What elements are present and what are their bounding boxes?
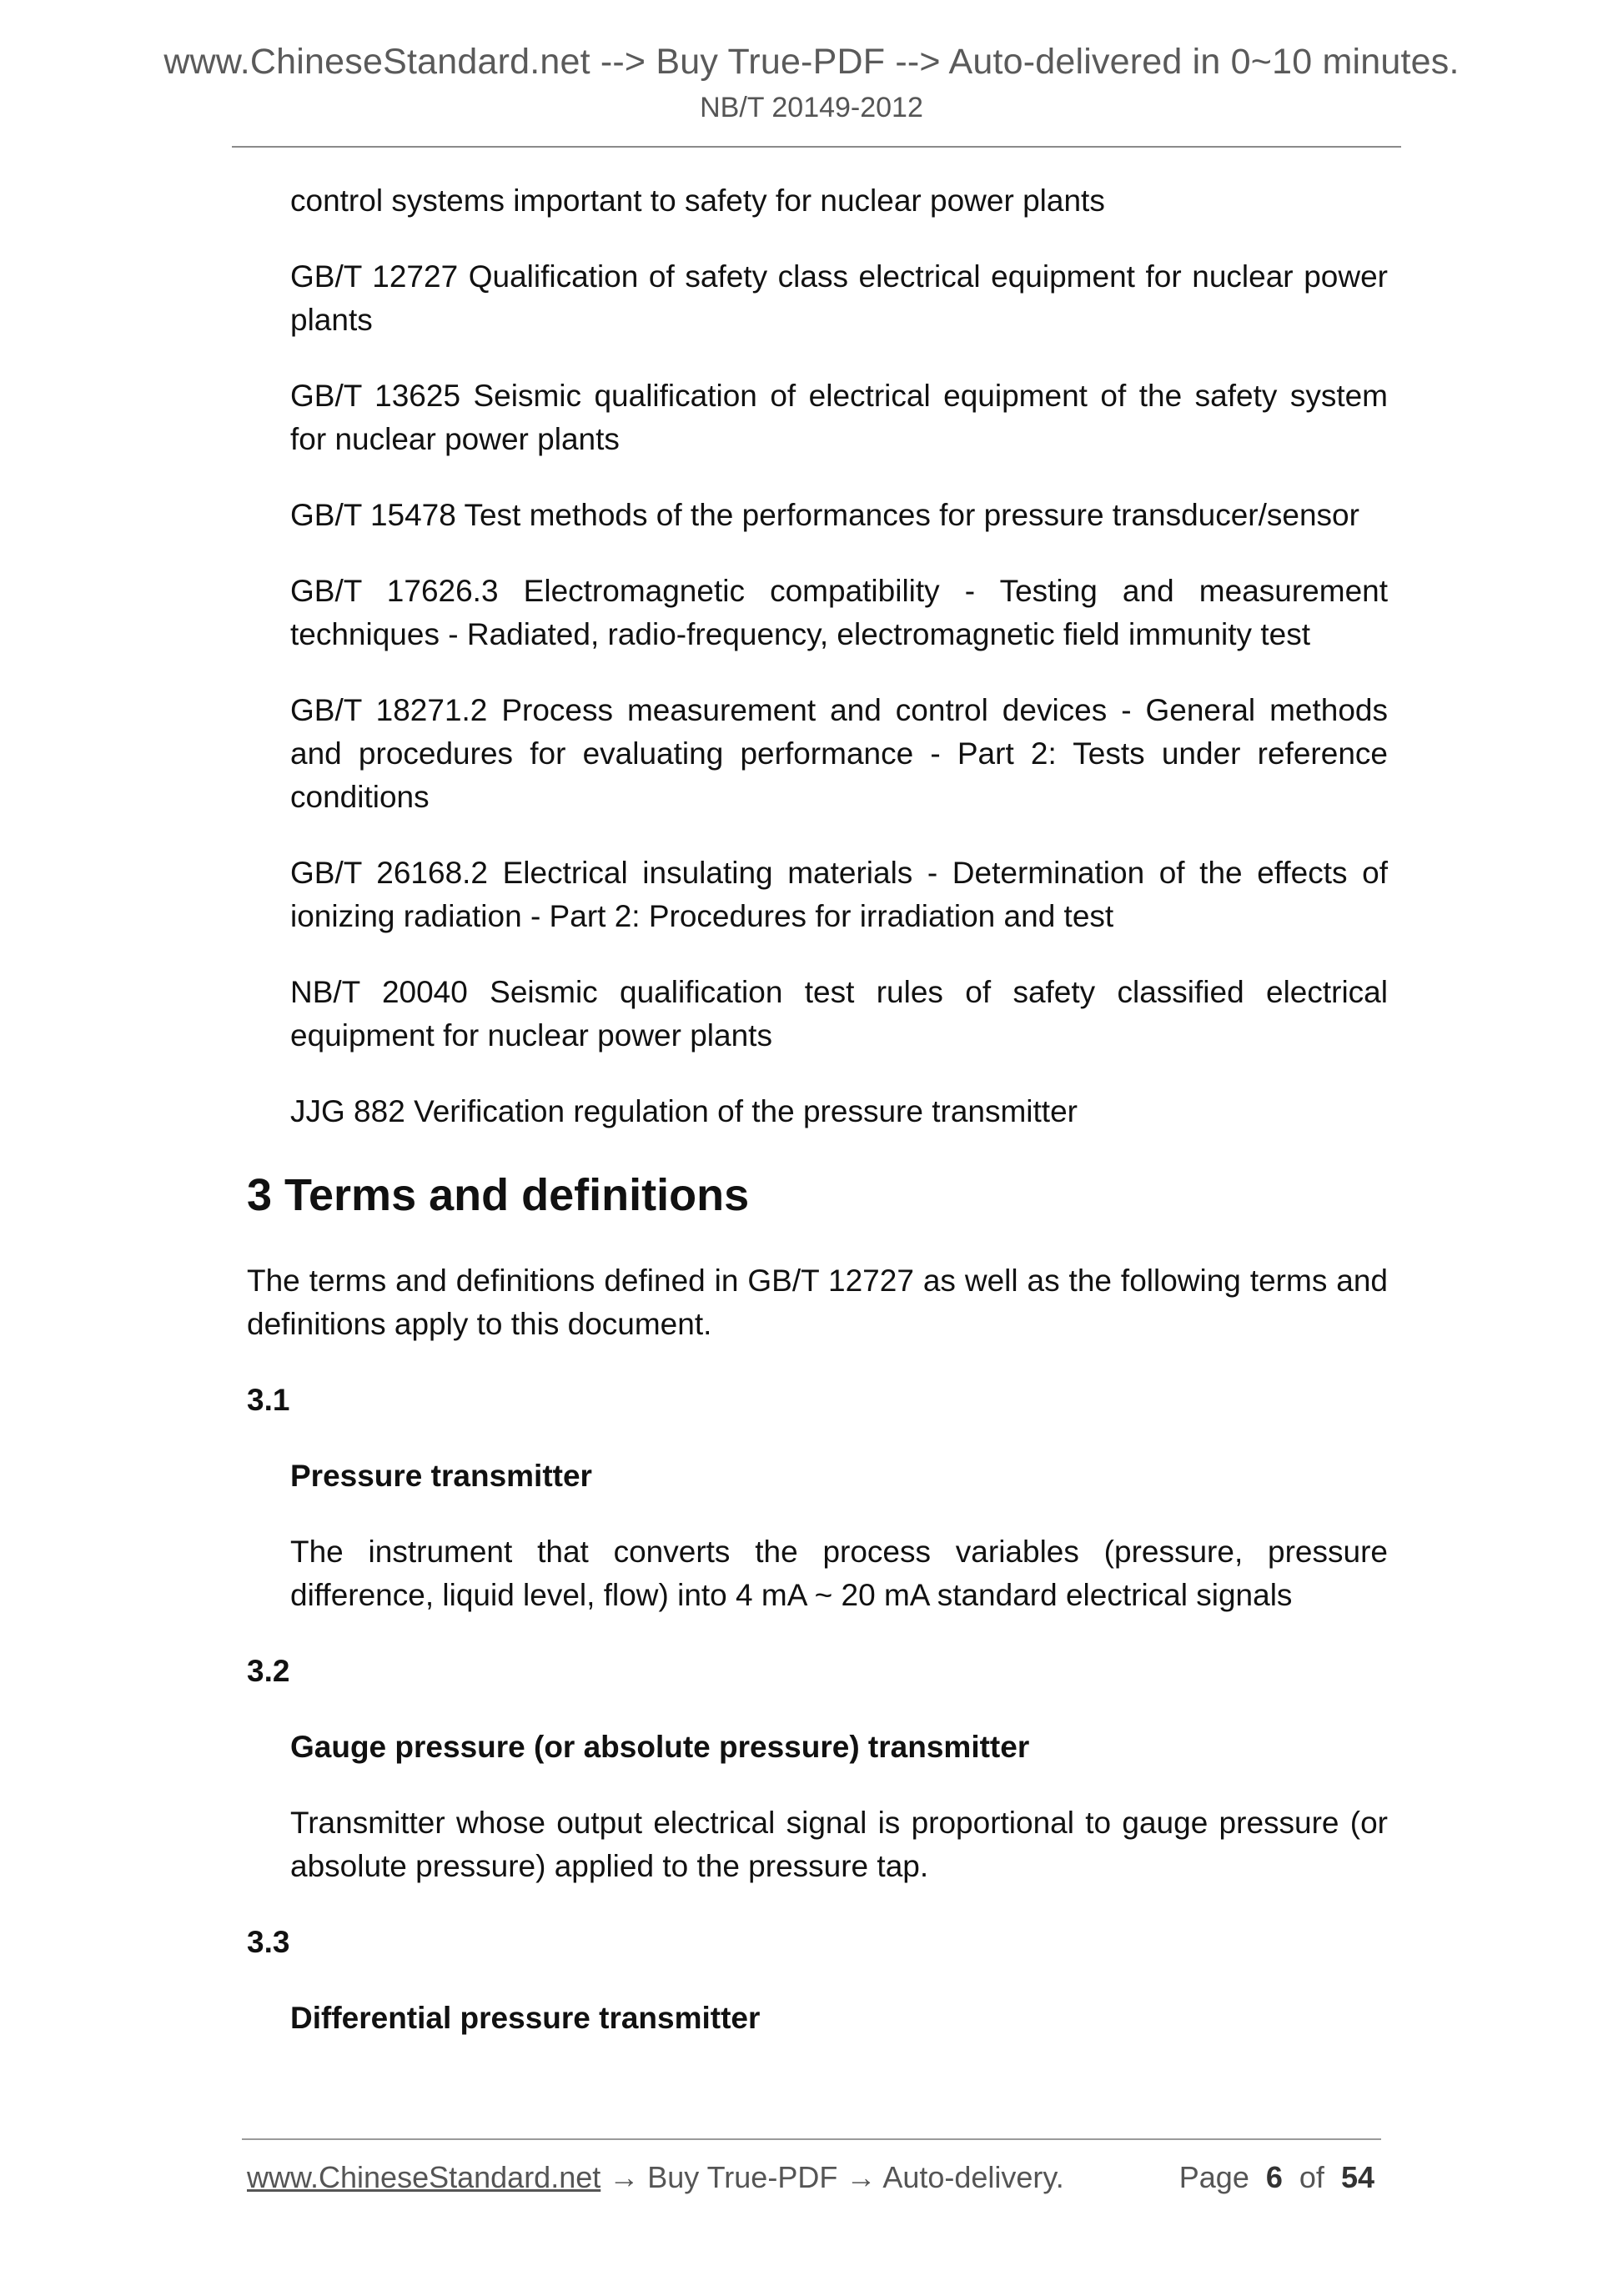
- reference-item: JJG 882 Verification regulation of the pressure transmitter: [290, 1094, 1078, 1128]
- of-label: of: [1299, 2160, 1324, 2194]
- footer-divider: [242, 2138, 1381, 2140]
- clause-number: 3.3: [247, 1925, 290, 1959]
- section-heading: 3 Terms and definitions: [247, 1170, 750, 1220]
- page-label: Page: [1178, 2160, 1249, 2194]
- page-footer: [247, 2160, 1374, 2195]
- term-title: Differential pressure transmitter: [290, 2001, 761, 2035]
- reference-item: control systems important to safety for nuclear power plants: [290, 183, 1105, 218]
- page-indicator: [1179, 2160, 1374, 2195]
- term-definition: The instrument that converts the process variables (pressure, pressure difference, liquid level, flow) into 4 mA ~ 20 mA standard electrical signals: [290, 1535, 1388, 1612]
- footer-site-link[interactable]: www.ChineseStandard.net: [247, 2160, 601, 2194]
- top-banner: www.ChineseStandard.net --> Buy True-PDF --> Auto-delivered in 0~10 minutes.: [163, 42, 1460, 82]
- document-id: NB/T 20149-2012: [700, 92, 923, 123]
- page-number: 6: [1265, 2160, 1283, 2194]
- footer-tagline: → Buy True-PDF → Auto-delivery.: [600, 2160, 1064, 2194]
- footer-left: [247, 2160, 1064, 2195]
- reference-item: GB/T 15478 Test methods of the performances for pressure transducer/sensor: [290, 498, 1359, 532]
- term-definition: Transmitter whose output electrical signal is proportional to gauge pressure (or absolute pressure) applied to the pressure tap.: [290, 1806, 1388, 1883]
- section-intro: The terms and definitions defined in GB/T 12727 as well as the following terms and definitions apply to this document.: [247, 1264, 1388, 1341]
- header-divider: [232, 146, 1401, 148]
- clause-number: 3.1: [247, 1383, 290, 1417]
- reference-item: GB/T 13625 Seismic qualification of electrical equipment of the safety system for nuclear power plants: [290, 379, 1388, 456]
- reference-item: GB/T 18271.2 Process measurement and control devices - General methods and procedures for evaluating performance - Part 2: Tests under reference conditions: [290, 693, 1388, 814]
- page-total: 54: [1340, 2160, 1374, 2194]
- term-title: Gauge pressure (or absolute pressure) transmitter: [290, 1730, 1030, 1764]
- reference-item: GB/T 26168.2 Electrical insulating materials - Determination of the effects of ionizing radiation - Part 2: Procedures for irradiation and test: [290, 856, 1388, 933]
- clause-number: 3.2: [247, 1654, 290, 1688]
- page-body: [247, 179, 1388, 2072]
- reference-item: GB/T 12727 Qualification of safety class electrical equipment for nuclear power plants: [290, 259, 1388, 337]
- term-title: Pressure transmitter: [290, 1459, 592, 1493]
- reference-item: GB/T 17626.3 Electromagnetic compatibility - Testing and measurement techniques - Radiated, radio-frequency, electromagnetic field immunity test: [290, 574, 1388, 651]
- reference-item: NB/T 20040 Seismic qualification test rules of safety classified electrical equipment for nuclear power plants: [290, 975, 1388, 1053]
